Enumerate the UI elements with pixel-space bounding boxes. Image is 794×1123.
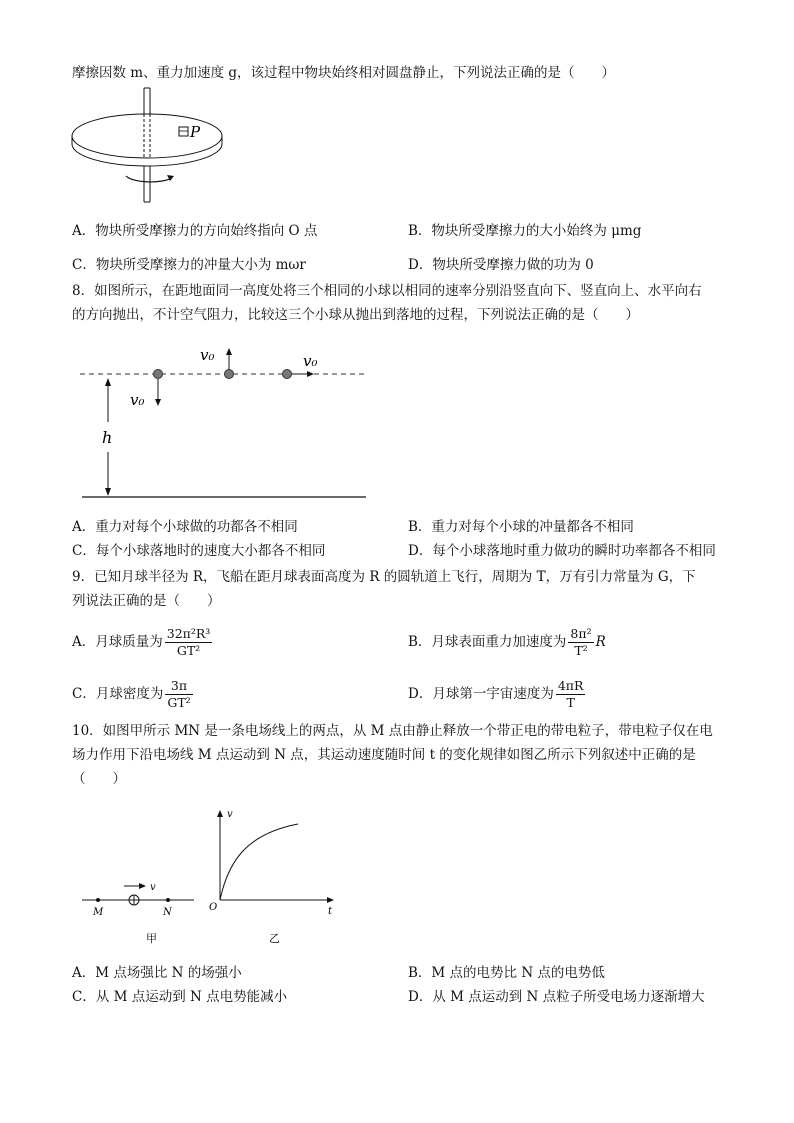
q9-option-b-tail: R bbox=[595, 634, 606, 650]
q8-v0-right-label: v₀ bbox=[303, 352, 318, 370]
q10-field-figure bbox=[76, 800, 346, 950]
q8-height-label: h bbox=[102, 428, 113, 447]
q7-option-a: A．物块所受摩擦力的方向始终指向 O 点 bbox=[72, 223, 318, 239]
q9-option-c-fraction bbox=[165, 678, 192, 711]
q9-option-c-text: C．月球密度为 bbox=[72, 686, 164, 702]
q7-option-d: D．物块所受摩擦力做的功为 0 bbox=[408, 257, 594, 273]
q9-option-a-fraction bbox=[165, 626, 213, 659]
q9-option-d-text: D．月球第一宇宙速度为 bbox=[408, 686, 554, 702]
q10-origin-label: O bbox=[209, 902, 218, 913]
q9-option-b bbox=[408, 626, 606, 659]
q10-option-d: D．从 M 点运动到 N 点粒子所受电场力逐渐增大 bbox=[408, 989, 705, 1005]
q10-stem-line1: 10．如图甲所示 MN 是一条电场线上的两点，从 M 点由静止释放一个带正电的带电粒子，带电粒子仅在电 bbox=[72, 723, 713, 739]
q7-option-b: B．物块所受摩擦力的大小始终为 μmg bbox=[408, 223, 642, 239]
q9-option-b-fraction bbox=[568, 626, 593, 659]
q10-figure-jia-caption: 甲 bbox=[146, 932, 157, 945]
q10-axis-v-label: v bbox=[227, 809, 233, 820]
q10-stem-line3: （ ） bbox=[72, 771, 126, 787]
q10-option-a: A．M 点场强比 N 的场强小 bbox=[72, 965, 242, 981]
q10-option-b: B．M 点的电势比 N 点的电势低 bbox=[408, 965, 605, 981]
q9-option-a-text: A．月球质量为 bbox=[72, 634, 163, 650]
q9-option-c bbox=[72, 678, 195, 711]
q9-option-a bbox=[72, 626, 214, 659]
q7-disk-figure bbox=[70, 86, 230, 204]
q8-projectile-figure bbox=[76, 340, 376, 504]
q9-stem-line1: 9．已知月球半径为 R，飞船在距月球表面高度为 R 的圆轨道上飞行，周期为 T，万有引力常量为 G，下 bbox=[72, 569, 696, 585]
q10-point-n-label: N bbox=[163, 907, 172, 918]
q9-option-a-numerator: 32π²R³ bbox=[166, 626, 211, 641]
q8-option-b: B．重力对每个小球的冲量都各不相同 bbox=[408, 519, 634, 535]
q9-stem-line2: 列说法正确的是（ ） bbox=[72, 593, 221, 609]
q9-option-c-denominator: GT² bbox=[167, 695, 191, 710]
q10-option-c: C．从 M 点运动到 N 点电势能减小 bbox=[72, 989, 288, 1005]
q10-axis-t-label: t bbox=[328, 906, 333, 917]
q10-point-m-label: M bbox=[93, 907, 104, 918]
q9-option-d-denominator: T bbox=[566, 695, 575, 710]
q7-point-p-label: P bbox=[190, 123, 201, 141]
q8-option-a: A．重力对每个小球做的功都各不相同 bbox=[72, 519, 298, 535]
q8-v0-down-label: v₀ bbox=[130, 391, 145, 409]
q9-option-a-denominator: GT² bbox=[176, 643, 201, 658]
q9-option-b-text: B．月球表面重力加速度为 bbox=[408, 634, 567, 650]
q9-option-b-denominator: T² bbox=[574, 643, 588, 658]
q10-velocity-label: v bbox=[150, 882, 156, 893]
q8-v0-up-label: v₀ bbox=[200, 346, 215, 364]
q9-option-b-numerator: 8π² bbox=[570, 626, 592, 641]
q9-option-d-fraction bbox=[556, 678, 586, 711]
q9-option-d bbox=[408, 678, 587, 711]
q7-stem: 摩擦因数 m、重力加速度 g，该过程中物块始终相对圆盘静止，下列说法正确的是（ ） bbox=[72, 65, 616, 81]
q9-option-c-numerator: 3π bbox=[165, 678, 192, 695]
q7-option-c: C．物块所受摩擦力的冲量大小为 mωr bbox=[72, 257, 306, 273]
q8-option-d: D．每个小球落地时重力做功的瞬时功率都各不相同 bbox=[408, 543, 716, 559]
q8-stem-line2: 的方向抛出，不计空气阻力，比较这三个小球从抛出到落地的过程，下列说法正确的是（ ） bbox=[72, 307, 639, 323]
q10-stem-line2: 场力作用下沿电场线 M 点运动到 N 点，其运动速度随时间 t 的变化规律如图乙所示下列叙述中正确的是 bbox=[72, 747, 696, 763]
q8-option-c: C．每个小球落地时的速度大小都各不相同 bbox=[72, 543, 326, 559]
q10-figure-yi-caption: 乙 bbox=[269, 932, 280, 945]
q9-option-d-numerator: 4πR bbox=[557, 678, 584, 693]
q8-stem-line1: 8．如图所示，在距地面同一高度处将三个相同的小球以相同的速率分别沿竖直向下、竖直向上、水平向右 bbox=[72, 283, 702, 299]
